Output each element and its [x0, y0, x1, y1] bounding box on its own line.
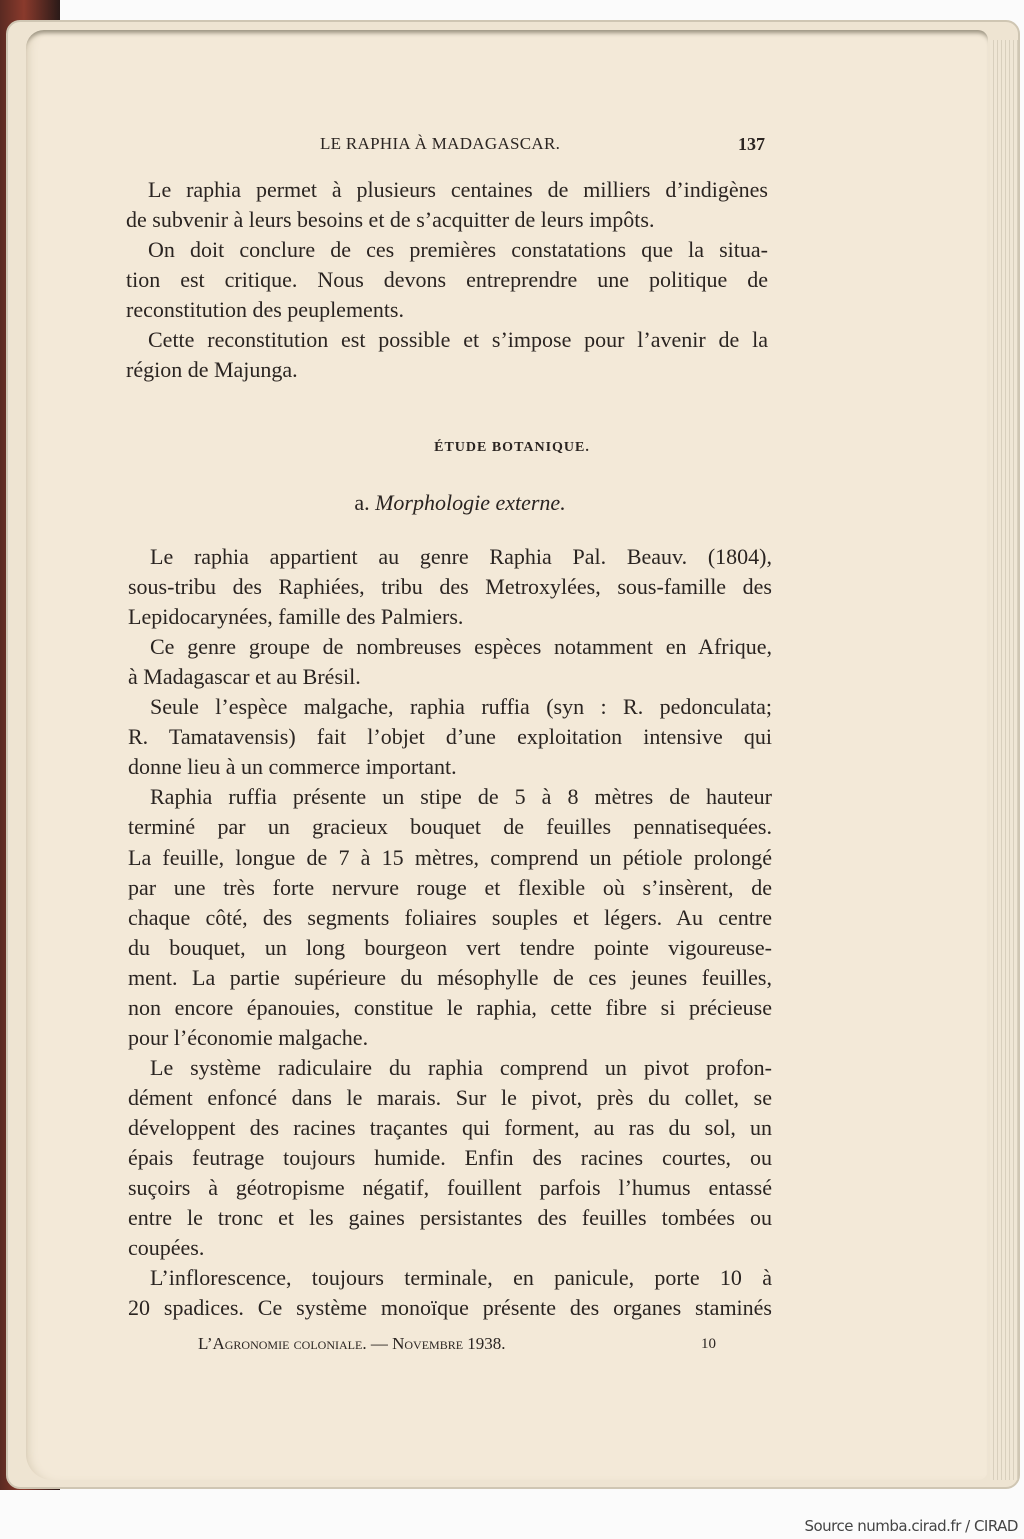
text-line: épais feutrage toujours humide. Enfin des racines courtes, ou	[128, 1145, 772, 1170]
text-line: dément enfoncé dans le marais. Sur le pivot, près du collet, se	[128, 1084, 772, 1110]
subsection-title	[0, 490, 920, 516]
footer-journal: L’Agronomie coloniale. — Novembre 1938.	[198, 1334, 506, 1353]
text-line: développent des racines traçantes qui forment, au ras du sol, un	[128, 1114, 772, 1140]
text-line: Lepidocarynées, famille des Palmiers.	[128, 604, 464, 630]
text-line: Ce genre groupe de nombreuses espèces notamment en Afrique,	[150, 634, 772, 660]
text-line: pour l’économie malgache.	[128, 1024, 369, 1050]
text-line: On doit conclure de ces premières constatations que la situa-	[148, 237, 768, 262]
text-line: Le raphia appartient au genre Raphia Pal. Beauv. (1804),	[150, 544, 772, 569]
text-line: terminé par un gracieux bouquet de feuilles pennatisequées.	[128, 814, 772, 840]
text-line: donne lieu à un commerce important.	[128, 754, 457, 780]
text-line: non encore épanouies, constitue le raphia, cette fibre si précieuse	[128, 994, 772, 1020]
text-line: 20 spadices. Ce système monoïque présente des organes staminés	[128, 1295, 772, 1321]
text-line: à Madagascar et au Brésil.	[128, 664, 361, 690]
section-title: ÉTUDE BOTANIQUE.	[434, 440, 590, 455]
running-title: LE RAPHIA À MADAGASCAR.	[320, 134, 561, 153]
text-line: chaque côté, des segments foliaires souples et légers. Au centre	[128, 904, 772, 930]
subsection-letter: a.	[354, 490, 370, 515]
text-line: sous-tribu des Raphiées, tribu des Metroxylées, sous-famille des	[128, 574, 772, 600]
subsection-title-text: Morphologie externe.	[375, 490, 566, 515]
source-credit: Source numba.cirad.fr / CIRAD	[804, 1517, 1018, 1535]
text-line: Le raphia permet à plusieurs centaines de milliers d’indigènes	[148, 177, 768, 202]
text-line: région de Majunga.	[126, 357, 298, 382]
page-number: 137	[738, 134, 765, 154]
signature-number: 10	[701, 1336, 716, 1352]
text-line: du bouquet, un long bourgeon vert tendre pointe vigoureuse-	[128, 934, 772, 960]
text-line: de subvenir à leurs besoins et de s’acquitter de leurs impôts.	[126, 207, 655, 232]
text-line: entre le tronc et les gaines persistantes des feuilles tombées ou	[128, 1205, 772, 1231]
text-line: coupées.	[128, 1235, 205, 1261]
text-line: par une très forte nervure rouge et flexible où s’insèrent, de	[128, 874, 772, 900]
text-line: R. Tamatavensis) fait l’objet d’une exploitation intensive qui	[128, 724, 772, 750]
text-line: Raphia ruffia présente un stipe de 5 à 8 mètres de hauteur	[150, 784, 772, 810]
text-line: La feuille, longue de 7 à 15 mètres, comprend un pétiole prolongé	[128, 844, 772, 870]
text-line: suçoirs à géotropisme négatif, fouillent parfois l’humus entassé	[128, 1175, 772, 1201]
text-line: Cette reconstitution est possible et s’impose pour l’avenir de la	[148, 327, 768, 352]
text-line: Le système radiculaire du raphia comprend un pivot profon-	[150, 1054, 772, 1080]
text-line: reconstitution des peuplements.	[126, 297, 404, 322]
page-edges	[990, 40, 1018, 1480]
text-line: ment. La partie supérieure du mésophylle de ces jeunes feuilles,	[128, 964, 772, 990]
text-line: tion est critique. Nous devons entreprendre une politique de	[126, 267, 768, 292]
text-line: Seule l’espèce malgache, raphia ruffia (syn : R. pedonculata;	[150, 694, 772, 720]
text-line: L’inflorescence, toujours terminale, en panicule, porte 10 à	[150, 1265, 772, 1291]
